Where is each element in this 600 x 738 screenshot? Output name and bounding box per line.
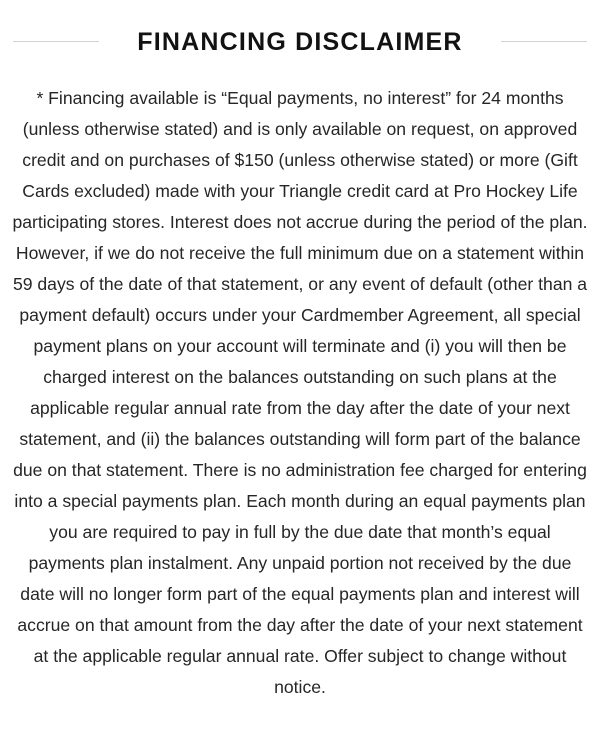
header-divider-right <box>501 41 587 42</box>
disclaimer-paragraph: * Financing available is “Equal payments, no interest” for 24 months (unless otherwise stated) and is only available on request, on approved credit and on purchases of $150 (unless otherwise stated) or more (Gift Cards excluded) made with your Triangle credit card at Pro Hockey Life participating stores. Interest does not accrue during the period of the plan. However, if we do not receive the full minimum due on a statement within 59 days of the date of that statement, or any event of default (other than a payment default) occurs under your Cardmember Agreement, all special payment plans on your account will terminate and (i) you will then be charged interest on the balances outstanding on such plans at the applicable regular annual rate from the day after the date of your next statement, and (ii) the balances outstanding will form part of the balance due on that statement. There is no administration fee charged for entering into a special payments plan. Each month during an equal payments plan you are required to pay in full by the due date that month’s equal payments plan instalment. Any unpaid portion not received by the due date will no longer form part of the equal payments plan and interest will accrue on that amount from the day after the date of your next statement at the applicable regular annual rate. Offer subject to change without notice. <box>12 88 588 697</box>
page-title: FINANCING DISCLAIMER <box>137 28 463 56</box>
section-header <box>0 22 600 62</box>
header-divider-left <box>13 41 99 42</box>
